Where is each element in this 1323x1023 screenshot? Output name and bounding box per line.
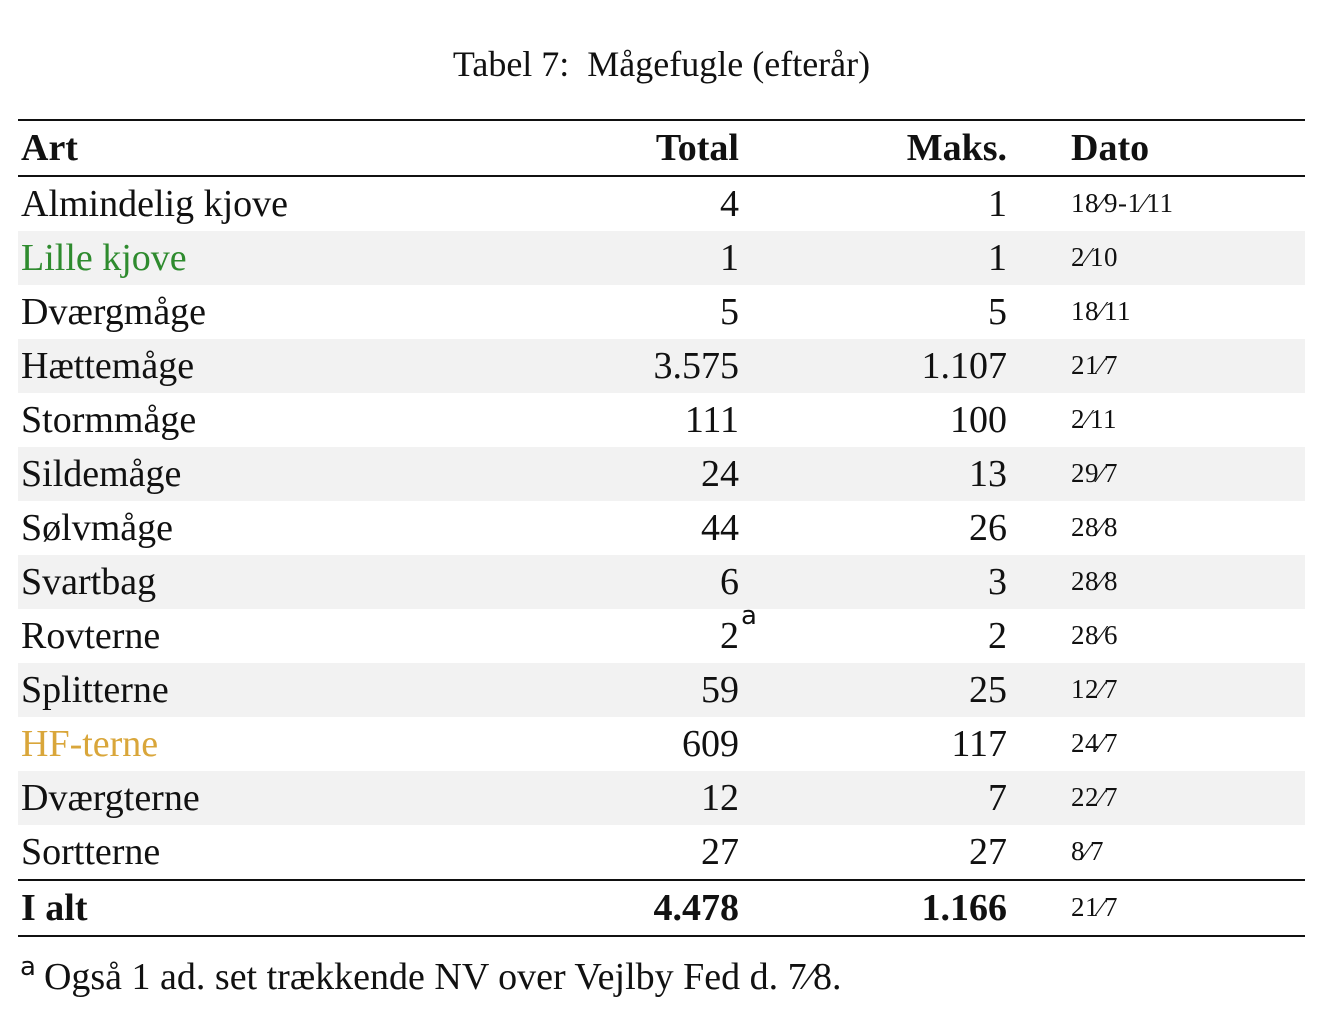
header-row <box>18 120 1305 176</box>
caption-title: Mågefugle (efterår) <box>587 44 871 84</box>
total-value: 12 <box>701 777 739 819</box>
species-name: Lille kjove <box>21 237 187 279</box>
dato-cell <box>1007 555 1305 609</box>
table-row <box>18 176 1305 231</box>
dato-value: 2⁄10 <box>1071 242 1119 272</box>
maks-value: 5 <box>988 291 1007 333</box>
maks-value: 1 <box>988 237 1007 279</box>
total-cell <box>421 771 739 825</box>
footnote-mark: a <box>20 952 36 982</box>
table-row <box>18 825 1305 880</box>
total-value: 3.575 <box>653 345 739 387</box>
total-dato-cell <box>1007 880 1305 936</box>
total-value: 1 <box>720 237 739 279</box>
maks-value: 26 <box>969 507 1007 549</box>
dato-cell <box>1007 771 1305 825</box>
total-value: 2 <box>720 615 739 657</box>
total-value: 24 <box>701 453 739 495</box>
species-name: Svartbag <box>21 561 157 603</box>
species-name: Hættemåge <box>21 345 195 387</box>
dato-cell <box>1007 231 1305 285</box>
total-value-wrap <box>720 601 757 657</box>
table-row <box>18 555 1305 609</box>
table-row <box>18 717 1305 771</box>
total-value: 609 <box>682 723 739 765</box>
dato-value: 29⁄7 <box>1071 458 1119 488</box>
maks-value: 13 <box>969 453 1007 495</box>
dato-value: 24⁄7 <box>1071 728 1119 758</box>
header-dato: Dato <box>1071 127 1150 169</box>
dato-value: 22⁄7 <box>1071 782 1119 812</box>
dato-value: 2⁄11 <box>1071 404 1118 434</box>
dato-value: 8⁄7 <box>1071 836 1105 866</box>
table-row <box>18 339 1305 393</box>
table-body <box>18 176 1305 880</box>
maks-value: 25 <box>969 669 1007 711</box>
dato-value: 28⁄8 <box>1071 512 1119 542</box>
total-dato: 21⁄7 <box>1071 892 1119 922</box>
dato-cell <box>1007 393 1305 447</box>
maks-value: 117 <box>951 723 1007 765</box>
species-name: Almindelig kjove <box>21 183 289 225</box>
table-row <box>18 663 1305 717</box>
footnote-ref: a <box>741 601 757 631</box>
total-cell <box>421 825 739 880</box>
dato-cell <box>1007 176 1305 231</box>
table-row <box>18 231 1305 285</box>
table-caption <box>0 40 1323 88</box>
table-row <box>18 771 1305 825</box>
total-cell <box>421 501 739 555</box>
dato-value: 18⁄11 <box>1071 296 1132 326</box>
total-cell <box>421 231 739 285</box>
footnote <box>20 952 842 999</box>
table-row <box>18 609 1305 663</box>
total-value: 4 <box>720 183 739 225</box>
species-name: HF-terne <box>21 723 159 765</box>
dato-cell <box>1007 447 1305 501</box>
header-maks: Maks. <box>906 127 1007 169</box>
species-name: Rovterne <box>21 615 161 657</box>
dato-value: 28⁄6 <box>1071 620 1119 650</box>
total-cell <box>421 555 739 609</box>
dato-value: 12⁄7 <box>1071 674 1119 704</box>
dato-value: 18⁄9-1⁄11 <box>1071 188 1174 218</box>
species-name: Dværgterne <box>21 777 200 819</box>
species-name: Splitterne <box>21 669 169 711</box>
table-row <box>18 447 1305 501</box>
total-maks: 1.166 <box>921 887 1007 929</box>
total-cell <box>421 339 739 393</box>
total-sum: 4.478 <box>653 887 739 929</box>
species-name: Sortterne <box>21 831 161 873</box>
species-name: Sølvmåge <box>21 507 173 549</box>
dato-cell <box>1007 501 1305 555</box>
total-value: 111 <box>684 399 739 441</box>
total-value: 6 <box>720 561 739 603</box>
total-cell <box>421 285 739 339</box>
dato-cell <box>1007 609 1305 663</box>
header-total: Total <box>655 127 739 169</box>
maks-value: 1 <box>988 183 1007 225</box>
dato-cell <box>1007 717 1305 771</box>
total-value: 5 <box>720 291 739 333</box>
header-art: Art <box>21 127 78 169</box>
species-name: Dværgmåge <box>21 291 207 333</box>
maks-value: 3 <box>988 561 1007 603</box>
species-name: Stormmåge <box>21 399 197 441</box>
table-row <box>18 285 1305 339</box>
total-cell <box>421 717 739 771</box>
maks-value: 1.107 <box>921 345 1007 387</box>
total-label: I alt <box>21 887 88 929</box>
dato-value: 28⁄8 <box>1071 566 1119 596</box>
table-row <box>18 393 1305 447</box>
dato-cell <box>1007 825 1305 880</box>
total-value: 27 <box>701 831 739 873</box>
total-value: 59 <box>701 669 739 711</box>
dato-value: 21⁄7 <box>1071 350 1119 380</box>
footnote-text: Også 1 ad. set trækkende NV over Vejlby Fed d. 7⁄8. <box>43 956 842 998</box>
total-cell <box>421 601 757 663</box>
maks-value: 27 <box>969 831 1007 873</box>
maks-value: 100 <box>950 399 1007 441</box>
total-cell <box>421 176 739 231</box>
dato-cell <box>1007 285 1305 339</box>
caption-label: Tabel 7: <box>452 44 570 84</box>
total-cell <box>421 393 739 447</box>
total-value: 44 <box>701 507 739 549</box>
total-row <box>18 880 1305 936</box>
species-table <box>18 119 1305 937</box>
total-cell <box>421 663 739 717</box>
table-row <box>18 501 1305 555</box>
species-name: Sildemåge <box>21 453 182 495</box>
dato-cell <box>1007 663 1305 717</box>
dato-cell <box>1007 339 1305 393</box>
maks-value: 7 <box>988 777 1007 819</box>
maks-value: 2 <box>988 615 1007 657</box>
total-cell <box>421 447 739 501</box>
